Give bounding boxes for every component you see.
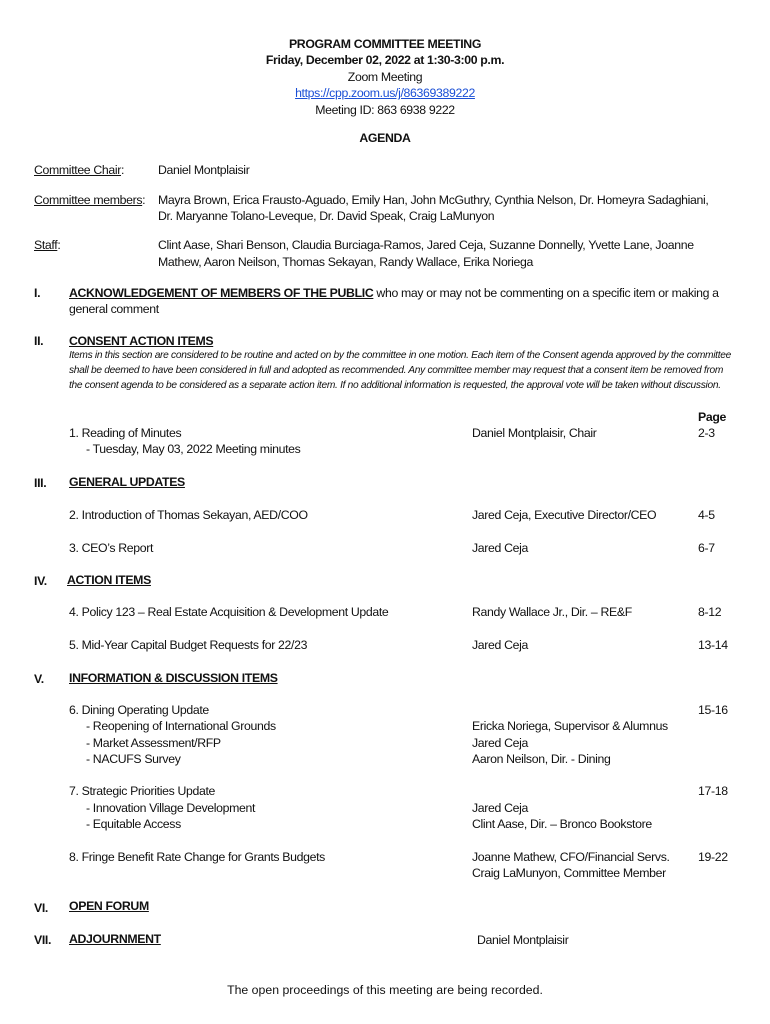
section-2-number: II.: [34, 334, 44, 348]
section-6-number: VI.: [34, 901, 48, 915]
item-7-title: 7. Strategic Priorities Update: [69, 784, 216, 798]
zoom-link[interactable]: https://cpp.zoom.us/j/86369389222: [295, 86, 475, 100]
section-5-title: INFORMATION & DISCUSSION ITEMS: [69, 671, 278, 685]
meeting-date-time: Friday, December 02, 2022 at 1:30-3:00 p.m.: [265, 53, 505, 67]
recording-notice: The open proceedings of this meeting are being recorded.: [227, 983, 543, 997]
section-1-text-line-2: general comment: [69, 302, 159, 316]
item-8-presenter-1: Joanne Mathew, CFO/Financial Servs.: [472, 850, 670, 864]
item-6-title: 6. Dining Operating Update: [69, 703, 209, 717]
item-6-presenter-2: Jared Ceja: [472, 736, 528, 750]
item-2-title: 2. Introduction of Thomas Sekayan, AED/COO: [69, 508, 308, 522]
item-4-presenter: Randy Wallace Jr., Dir. – RE&F: [472, 605, 632, 619]
committee-members-label: Committee members:: [34, 193, 146, 207]
item-8-title: 8. Fringe Benefit Rate Change for Grants Budgets: [69, 850, 325, 864]
page-column-header: Page: [698, 410, 726, 424]
section-7-presenter: Daniel Montplaisir: [477, 933, 569, 947]
item-3-title: 3. CEO’s Report: [69, 541, 154, 555]
item-5-presenter: Jared Ceja: [472, 638, 528, 652]
item-7-sub-2: - Equitable Access: [86, 817, 181, 831]
item-3-presenter: Jared Ceja: [472, 541, 528, 555]
item-6-presenter-3: Aaron Neilson, Dir. - Dining: [472, 752, 611, 766]
committee-chair-label: Committee Chair:: [34, 163, 125, 177]
meeting-location: Zoom Meeting: [347, 70, 423, 84]
committee-chair-name: Daniel Montplaisir: [158, 163, 250, 177]
item-3-pages: 6-7: [698, 541, 715, 555]
consent-note: Items in this section are considered to be routine and acted on by the committee in one motion. Each item of the Consent agenda approved by the committee shall be deemed to have been considered in full and adopted as recommended. Any committee member may request that a consent item be removed from the consent agenda to be considered as a separate action item. If no additional information is requested, the approval vote will be taken without discussion.: [69, 350, 731, 391]
item-4-pages: 8-12: [698, 605, 722, 619]
item-6-sub-1: - Reopening of International Grounds: [86, 719, 276, 733]
meeting-id: Meeting ID: 863 6938 9222: [315, 103, 455, 117]
item-5-title: 5. Mid-Year Capital Budget Requests for 22/23: [69, 638, 308, 652]
item-7-sub-1: - Innovation Village Development: [86, 801, 256, 815]
section-4-number: IV.: [34, 574, 47, 588]
staff-label: Staff:: [34, 238, 61, 252]
item-7-presenter-1: Jared Ceja: [472, 801, 528, 815]
item-1-sub-1: - Tuesday, May 03, 2022 Meeting minutes: [86, 442, 301, 456]
section-3-number: III.: [34, 476, 47, 490]
section-7-number: VII.: [34, 933, 52, 947]
item-7-presenter-2: Clint Aase, Dir. – Bronco Bookstore: [472, 817, 652, 831]
item-4-title: 4. Policy 123 – Real Estate Acquisition & Development Update: [69, 605, 389, 619]
section-2-title: CONSENT ACTION ITEMS: [69, 334, 214, 348]
item-2-presenter: Jared Ceja, Executive Director/CEO: [472, 508, 657, 522]
item-1-pages: 2-3: [698, 426, 715, 440]
item-6-sub-3: - NACUFS Survey: [86, 752, 181, 766]
section-1-number: I.: [34, 286, 41, 300]
committee-members-line-2: Dr. Maryanne Tolano-Leveque, Dr. David Speak, Craig LaMunyon: [158, 209, 495, 223]
item-6-pages: 15-16: [698, 703, 728, 717]
section-7-title: ADJOURNMENT: [69, 932, 161, 946]
item-7-pages: 17-18: [698, 784, 728, 798]
meeting-title: PROGRAM COMMITTEE MEETING: [288, 37, 482, 51]
item-8-pages: 19-22: [698, 850, 728, 864]
zoom-link-row: [0, 85, 770, 102]
section-3-title: GENERAL UPDATES: [69, 475, 185, 489]
item-1-presenter: Daniel Montplaisir, Chair: [472, 426, 597, 440]
staff-line-1: Clint Aase, Shari Benson, Claudia Burciaga-Ramos, Jared Ceja, Suzanne Donnelly, Yvette Lane, Joanne: [158, 238, 694, 252]
committee-members-line-1: Mayra Brown, Erica Frausto-Aguado, Emily Han, John McGuthry, Cynthia Nelson, Dr. Homeyra Sadaghiani,: [158, 193, 709, 207]
item-1-title: 1. Reading of Minutes: [69, 426, 182, 440]
item-5-pages: 13-14: [698, 638, 728, 652]
item-8-presenter-2: Craig LaMunyon, Committee Member: [472, 866, 666, 880]
section-1-heading: ACKNOWLEDGEMENT OF MEMBERS OF THE PUBLIC who may or may not be commenting on a specific item or making a: [69, 286, 719, 300]
staff-line-2: Mathew, Aaron Neilson, Thomas Sekayan, Randy Wallace, Erika Noriega: [158, 255, 534, 269]
section-5-number: V.: [34, 672, 44, 686]
item-6-presenter-1: Ericka Noriega, Supervisor & Alumnus: [472, 719, 668, 733]
agenda-heading: AGENDA: [359, 131, 411, 145]
section-4-title: ACTION ITEMS: [67, 573, 151, 587]
item-6-sub-2: - Market Assessment/RFP: [86, 736, 221, 750]
item-2-pages: 4-5: [698, 508, 715, 522]
section-6-title: OPEN FORUM: [69, 899, 149, 913]
